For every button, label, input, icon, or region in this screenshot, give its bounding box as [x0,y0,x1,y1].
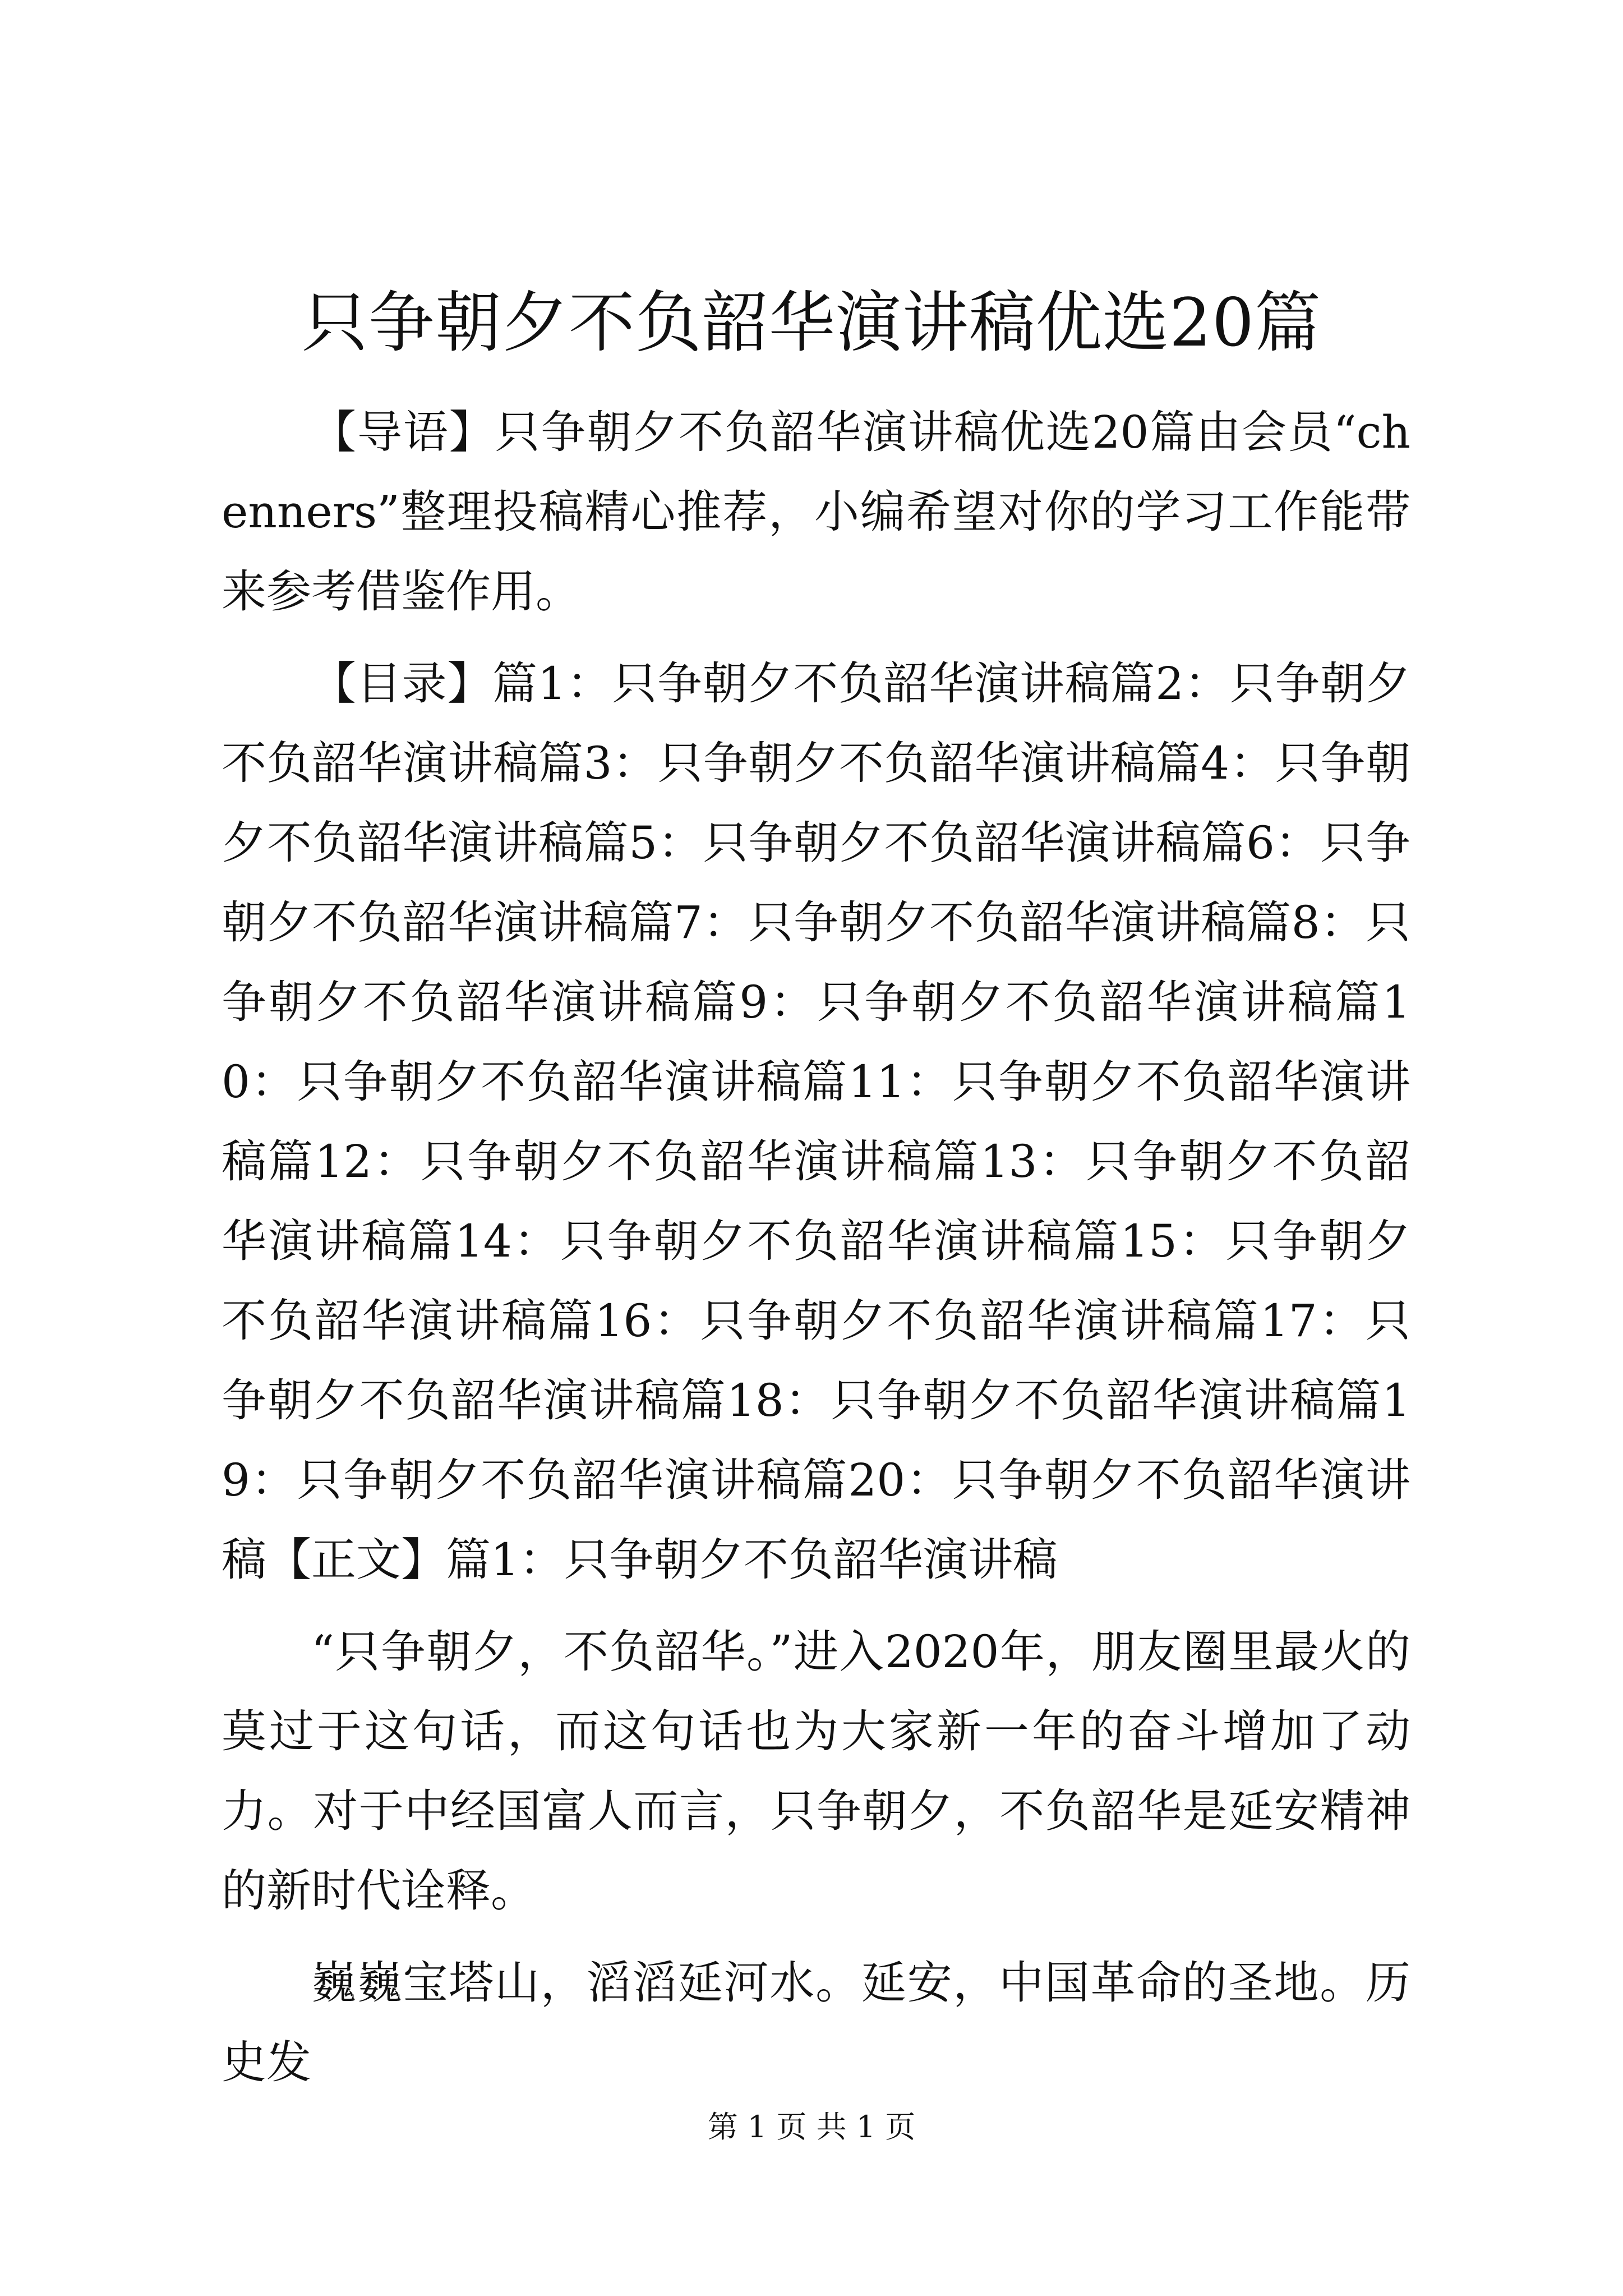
intro-paragraph: 【导语】只争朝夕不负韶华演讲稿优选20篇由会员“chenners”整理投稿精心推荐，小编希望对你的学习工作能带来参考借鉴作用。 [222,406,1410,618]
body-paragraph: 巍巍宝塔山，滔滔延河水。延安，中国革命的圣地。历史发 [222,1957,1410,2088]
body-paragraph: “只争朝夕，不负韶华。”进入2020年，朋友圈里最火的莫过于这句话，而这句话也为大家新一年的奋斗增加了动力。对于中经国富人而言，只争朝夕，不负韶华是延安精神的新时代诠释。 [222,1626,1410,1917]
table-of-contents-paragraph: 【目录】篇1：只争朝夕不负韶华演讲稿篇2：只争朝夕不负韶华演讲稿篇3：只争朝夕不负韶华演讲稿篇4：只争朝夕不负韶华演讲稿篇5：只争朝夕不负韶华演讲稿篇6：只争朝夕不负韶华演讲稿篇7：只争朝夕不负韶华演讲稿篇8：只争朝夕不负韶华演讲稿篇9：只争朝夕不负韶华演讲稿篇10：只争朝夕不负韶华演讲稿篇11：只争朝夕不负韶华演讲稿篇12：只争朝夕不负韶华演讲稿篇13：只争朝夕不负韶华演讲稿篇14：只争朝夕不负韶华演讲稿篇15：只争朝夕不负韶华演讲稿篇16：只争朝夕不负韶华演讲稿篇17：只争朝夕不负韶华演讲稿篇18：只争朝夕不负韶华演讲稿篇19：只争朝夕不负韶华演讲稿篇20：只争朝夕不负韶华演讲稿【正文】篇1：只争朝夕不负韶华演讲稿 [222,657,1410,1586]
page-footer: 第 1 页 共 1 页 [707,2109,916,2145]
document-title: 只争朝夕不负韶华演讲稿优选20篇 [301,284,1322,361]
document-body [222,393,1410,2102]
